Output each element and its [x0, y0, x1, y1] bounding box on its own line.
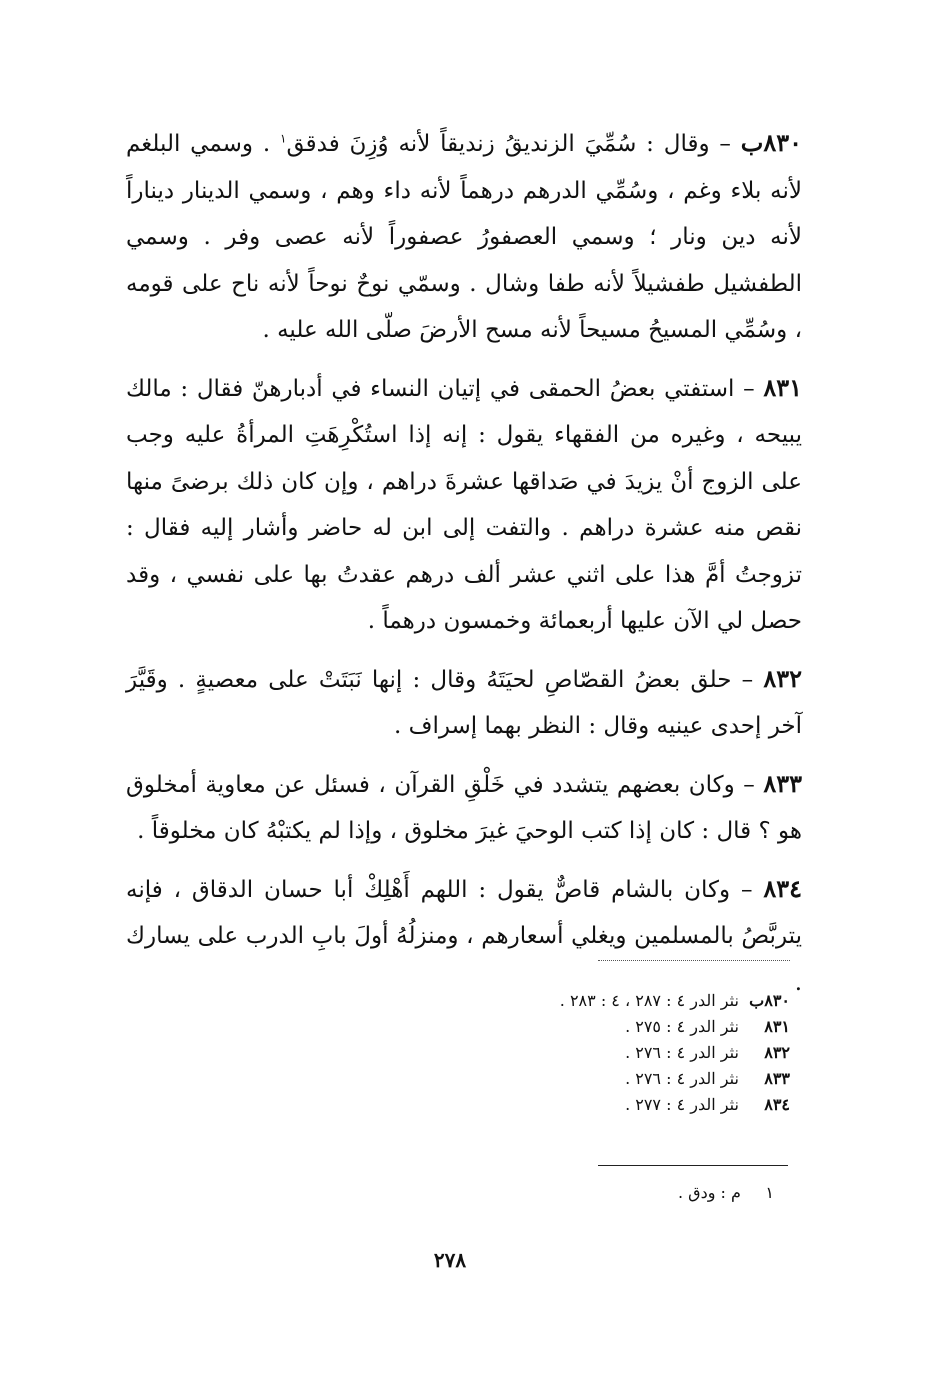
- source-text: نثر الدر ٤ : ٢٧٦ .: [625, 1043, 739, 1062]
- paragraph-834: [126, 866, 802, 1007]
- page-number: ٢٧٨: [433, 1248, 467, 1272]
- footnote-text: م : ودق .: [678, 1183, 741, 1202]
- main-text: [126, 120, 802, 1017]
- paragraph-text: – وقال : سُمِّيَ الزنديقُ زنديقاً لأنه وُزِنَ فدقق: [286, 131, 731, 157]
- source-number: ٨٣٣: [764, 1069, 790, 1088]
- paragraph-number: ٨٣٠ب: [740, 128, 803, 157]
- source-line: [370, 1066, 790, 1092]
- footnote-divider: [598, 1165, 788, 1166]
- source-line: [370, 1040, 790, 1066]
- source-line: [370, 1092, 790, 1118]
- paragraph-830b: [126, 120, 802, 354]
- paragraph-832: [126, 656, 802, 750]
- footnote-number: ١: [765, 1183, 774, 1202]
- paragraph-text: – وكان بعضهم يتشدد في خَلْقِ القرآن ، فسئل عن معاوية أمخلوق هو ؟ قال : كان إذا كتب الوحيَ غيرَ مخلوق ، وإذا لم يكتبْهُ كان مخلوقاً .: [126, 771, 802, 844]
- source-number: ٨٣٢: [764, 1043, 790, 1062]
- sources-list: [370, 988, 790, 1118]
- paragraph-number: ٨٣٢: [763, 663, 803, 693]
- paragraph-text: – استفتي بعضُ الحمقى في إتيان النساء في أدبارهنّ فقال : مالك يبيحه ، وغيره من الفقهاء يقول : إنه إذا استُكْرِهَتِ المرأةُ عليه وجب على الزوج أنْ يزيدَ في صَداقها عشرةَ دراهم ، وإن كان ذلك برضىً منها نقص منه عشرة دراهم . والتفت إلى ابن له حاضر وأشار إليه فقال : تزوجتُ أمَّ هذا على اثني عشر ألف درهم عقدتُ بها على نفسي ، وقد حصل لي الآن عليها أربعمائة وخمسون درهماً .: [126, 375, 802, 634]
- paragraph-text: . وسمي البلغم لأنه بلاء وغم ، وسُمِّي الدرهم درهماً لأنه داء وهم ، وسمي الدينار ديناراً لأنه دين ونار ؛ وسمي العصفورُ عصفوراً لأنه عصى وفر . وسمي الطفشيل طفشيلاً لأنه طفا وشال . وسمّي نوحٌ نوحاً لأنه ناح على قومه ، وسُمِّي المسيحُ مسيحاً لأنه مسح الأرضَ صلّى الله عليه .: [126, 131, 802, 343]
- source-text: نثر الدر ٤ : ٢٧٥ .: [625, 1017, 739, 1036]
- paragraph-833: [126, 761, 802, 855]
- source-text: نثر الدر ٤ : ٢٧٧ .: [625, 1095, 739, 1114]
- source-line: [370, 1014, 790, 1040]
- paragraph-831: [126, 365, 802, 645]
- footnote-reference: ١: [280, 131, 287, 146]
- source-number: ٨٣٠ب: [749, 991, 790, 1010]
- paragraph-text: – حلق بعضُ القصّاصِ لحيَتَهُ وقال : إنها نَبَتَتْ على معصيةٍ . وقَيَّرَ آخر إحدى عينيه وقال : النظر بهما إسراف .: [126, 666, 802, 739]
- paragraph-text: – وكان بالشام قاصٌّ يقول : اللهم أَهْلِكْ أبا حسان الدقاق ، فإنه يتربَّصُ بالمسلمين ويغلي أسعارهم ، ومنزلُهُ أولَ بابِ الدرب على يسارك .: [126, 876, 802, 996]
- source-line: [370, 988, 790, 1014]
- source-number: ٨٣١: [764, 1017, 790, 1036]
- sources-divider: [598, 960, 790, 961]
- paragraph-number: ٨٣٣: [763, 768, 802, 798]
- source-text: نثر الدر ٤ : ٢٧٦ .: [625, 1069, 739, 1088]
- footnote: [474, 1180, 774, 1206]
- source-text: نثر الدر ٤ : ٢٨٧ ، ٤ : ٢٨٣ .: [559, 991, 739, 1010]
- source-number: ٨٣٤: [764, 1095, 790, 1114]
- paragraph-number: ٨٣٤: [763, 873, 802, 903]
- paragraph-number: ٨٣١: [763, 372, 802, 402]
